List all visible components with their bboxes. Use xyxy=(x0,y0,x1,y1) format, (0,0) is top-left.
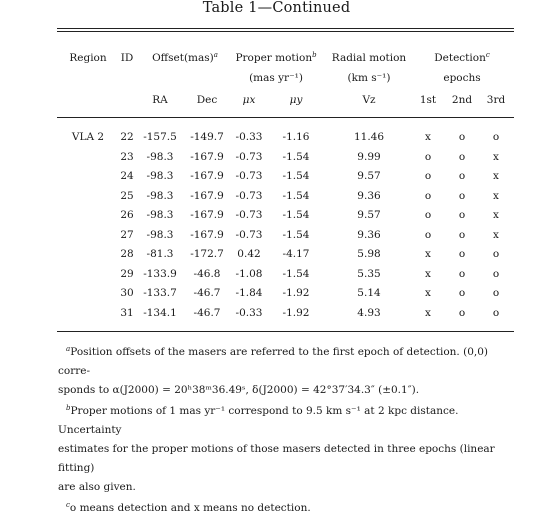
table-cell-mux: -0.73 xyxy=(235,150,263,163)
table-cell-e3: x xyxy=(493,150,499,163)
table-cell-e2: o xyxy=(458,189,466,202)
table-cell-vz: 9.99 xyxy=(357,150,381,163)
header-muy: μy xyxy=(289,94,303,106)
table-cell-e2: o xyxy=(458,306,466,319)
bottom-rule xyxy=(57,331,514,332)
table-cell-e3: o xyxy=(492,267,500,280)
table-cell-mux: -0.73 xyxy=(235,228,263,241)
table-cell-e1: o xyxy=(424,228,432,241)
table-cell-muy: -1.92 xyxy=(282,287,310,299)
header-second: 2nd xyxy=(451,94,473,106)
header-proper-motion xyxy=(235,51,316,65)
footnote-a-mark: a xyxy=(66,345,71,353)
table-cell-dec: -46.7 xyxy=(193,287,221,299)
table-cell-e2: o xyxy=(458,267,466,280)
table-cell-muy: -1.54 xyxy=(282,228,310,241)
table-cell-id: 31 xyxy=(120,306,134,319)
table-cell-e3: o xyxy=(492,287,500,299)
table-cell-mux: -0.33 xyxy=(235,131,263,143)
table-cell-ra: -133.9 xyxy=(143,267,177,280)
footnote-b-text-3: are also given. xyxy=(58,481,136,493)
table-cell-dec: -167.9 xyxy=(190,170,224,182)
table-cell-vz: 11.46 xyxy=(353,131,385,143)
footnote-b-text-2: estimates for the proper motions of those masers detected in three epochs (linear fitting) xyxy=(58,443,495,474)
footnote-b xyxy=(58,402,516,497)
header-third: 3rd xyxy=(486,94,506,106)
table-cell-dec: -167.9 xyxy=(190,150,224,163)
table-cell-vz: 5.14 xyxy=(357,287,381,299)
table-cell-e2: o xyxy=(458,209,466,221)
table-cell-dec: -46.7 xyxy=(193,306,221,319)
header-rule xyxy=(57,117,514,118)
header-epochs: epochs xyxy=(443,72,481,84)
table-cell-vz: 4.93 xyxy=(357,306,381,319)
table-cell-vz: 9.57 xyxy=(357,209,381,221)
header-proper-motion-label: Proper motion xyxy=(235,52,313,64)
table-cell-muy: -4.17 xyxy=(282,248,310,260)
table-cell-e1: x xyxy=(425,267,431,280)
table-cell-mux: -1.08 xyxy=(235,267,263,280)
table-cell-id: 24 xyxy=(120,170,134,182)
table-cell-ra: -98.3 xyxy=(146,189,174,202)
footnote-c-mark: c xyxy=(66,501,70,509)
table-cell-e1: x xyxy=(425,287,431,299)
table-cell-ra: -81.3 xyxy=(146,248,174,260)
table-cell-e1: o xyxy=(424,150,432,163)
table-cell-id: 25 xyxy=(120,189,134,202)
footnote-c-text: o means detection and x means no detection. xyxy=(69,502,311,514)
header-proper-motion-sup: b xyxy=(312,51,317,59)
table-cell-e3: o xyxy=(492,248,500,260)
header-vz: Vz xyxy=(362,94,376,106)
table-cell-e1: o xyxy=(424,189,432,202)
header-detection-label: Detection xyxy=(434,52,486,64)
table-cell-vz: 9.36 xyxy=(357,189,381,202)
table-cell-id: 26 xyxy=(120,209,134,221)
table-cell-dec: -167.9 xyxy=(190,189,224,202)
table-cell-e2: o xyxy=(458,131,466,143)
table-cell-vz: 9.36 xyxy=(357,228,381,241)
table-cell-muy: -1.54 xyxy=(282,150,310,163)
table-cell-mux: -0.73 xyxy=(235,170,263,182)
table-cell-e1: x xyxy=(425,248,431,260)
header-id: ID xyxy=(120,52,134,64)
top-rule-2 xyxy=(57,31,514,32)
table-cell-e3: x xyxy=(493,209,499,221)
table-cell-e3: x xyxy=(493,170,499,182)
table-cell-e2: o xyxy=(458,287,466,299)
footnote-a-text-2: sponds to α(J2000) = 20ʰ38ᵐ36.49ˢ, δ(J2000) = 42°37′34.3″ (±0.1″). xyxy=(58,384,420,396)
table-cell-id: 28 xyxy=(120,248,134,260)
table-cell-region: VLA 2 xyxy=(71,131,105,143)
header-offset xyxy=(152,51,218,65)
table-cell-ra: -133.7 xyxy=(143,287,177,299)
table-cell-e3: o xyxy=(492,131,500,143)
table-cell-vz: 5.35 xyxy=(357,267,381,280)
header-detection xyxy=(434,51,490,65)
table-cell-e3: o xyxy=(492,306,500,319)
footnotes xyxy=(58,343,516,520)
table-cell-muy: -1.54 xyxy=(282,267,310,280)
table-cell-muy: -1.54 xyxy=(282,209,310,221)
table-cell-dec: -46.8 xyxy=(193,267,221,280)
table-cell-mux: -1.84 xyxy=(235,287,263,299)
table-title: Table 1—Continued xyxy=(202,0,351,16)
header-rm-units: (km s⁻¹) xyxy=(347,72,391,84)
table-cell-muy: -1.16 xyxy=(282,131,310,143)
table-cell-dec: -167.9 xyxy=(190,228,224,241)
header-pm-units: (mas yr⁻¹) xyxy=(249,72,303,84)
header-first: 1st xyxy=(419,94,437,106)
table-cell-e2: o xyxy=(458,150,466,163)
header-offset-label: Offset(mas) xyxy=(152,52,214,64)
header-mux: μx xyxy=(242,94,256,106)
table-cell-muy: -1.92 xyxy=(282,306,310,319)
table-cell-e3: x xyxy=(493,228,499,241)
table-cell-mux: 0.42 xyxy=(237,248,261,260)
table-cell-dec: -167.9 xyxy=(190,209,224,221)
header-radial-motion: Radial motion xyxy=(331,52,407,64)
table-cell-vz: 9.57 xyxy=(357,170,381,182)
footnote-a xyxy=(58,343,516,400)
table-cell-mux: -0.73 xyxy=(235,209,263,221)
table-cell-e1: o xyxy=(424,170,432,182)
table-cell-ra: -98.3 xyxy=(146,228,174,241)
table-cell-e1: x xyxy=(425,306,431,319)
footnote-b-text-1: Proper motions of 1 mas yr⁻¹ correspond to 9.5 km s⁻¹ at 2 kpc distance. Uncertainty xyxy=(58,405,459,436)
table-cell-id: 27 xyxy=(120,228,134,241)
table-cell-ra: -98.3 xyxy=(146,170,174,182)
footnote-b-mark: b xyxy=(66,404,71,412)
table-cell-id: 29 xyxy=(120,267,134,280)
table-cell-ra: -134.1 xyxy=(143,306,177,319)
table-cell-muy: -1.54 xyxy=(282,189,310,202)
table-cell-e2: o xyxy=(458,248,466,260)
table-cell-mux: -0.33 xyxy=(235,306,263,319)
footnote-a-text-1: Position offsets of the masers are referred to the first epoch of detection. (0,0) corre- xyxy=(58,346,488,377)
header-dec: Dec xyxy=(196,94,218,106)
table-cell-e2: o xyxy=(458,170,466,182)
table-cell-id: 23 xyxy=(120,150,134,163)
table-cell-e1: o xyxy=(424,209,432,221)
header-offset-sup: a xyxy=(213,51,218,59)
header-region: Region xyxy=(69,52,107,64)
table-cell-dec: -172.7 xyxy=(190,248,224,260)
table-cell-dec: -149.7 xyxy=(190,131,224,143)
table-cell-muy: -1.54 xyxy=(282,170,310,182)
table-cell-ra: -98.3 xyxy=(146,209,174,221)
table-cell-e3: x xyxy=(493,189,499,202)
table-cell-e2: o xyxy=(458,228,466,241)
table-cell-ra: -157.5 xyxy=(143,131,177,143)
table-cell-id: 30 xyxy=(120,287,134,299)
header-ra: RA xyxy=(152,94,168,106)
table-cell-mux: -0.73 xyxy=(235,189,263,202)
footnote-c xyxy=(58,499,516,518)
top-rule-1 xyxy=(57,28,514,29)
table-cell-vz: 5.98 xyxy=(357,248,381,260)
table-cell-ra: -98.3 xyxy=(146,150,174,163)
table-cell-e1: x xyxy=(425,131,431,143)
table-cell-id: 22 xyxy=(120,131,134,143)
header-detection-sup: c xyxy=(485,51,490,59)
